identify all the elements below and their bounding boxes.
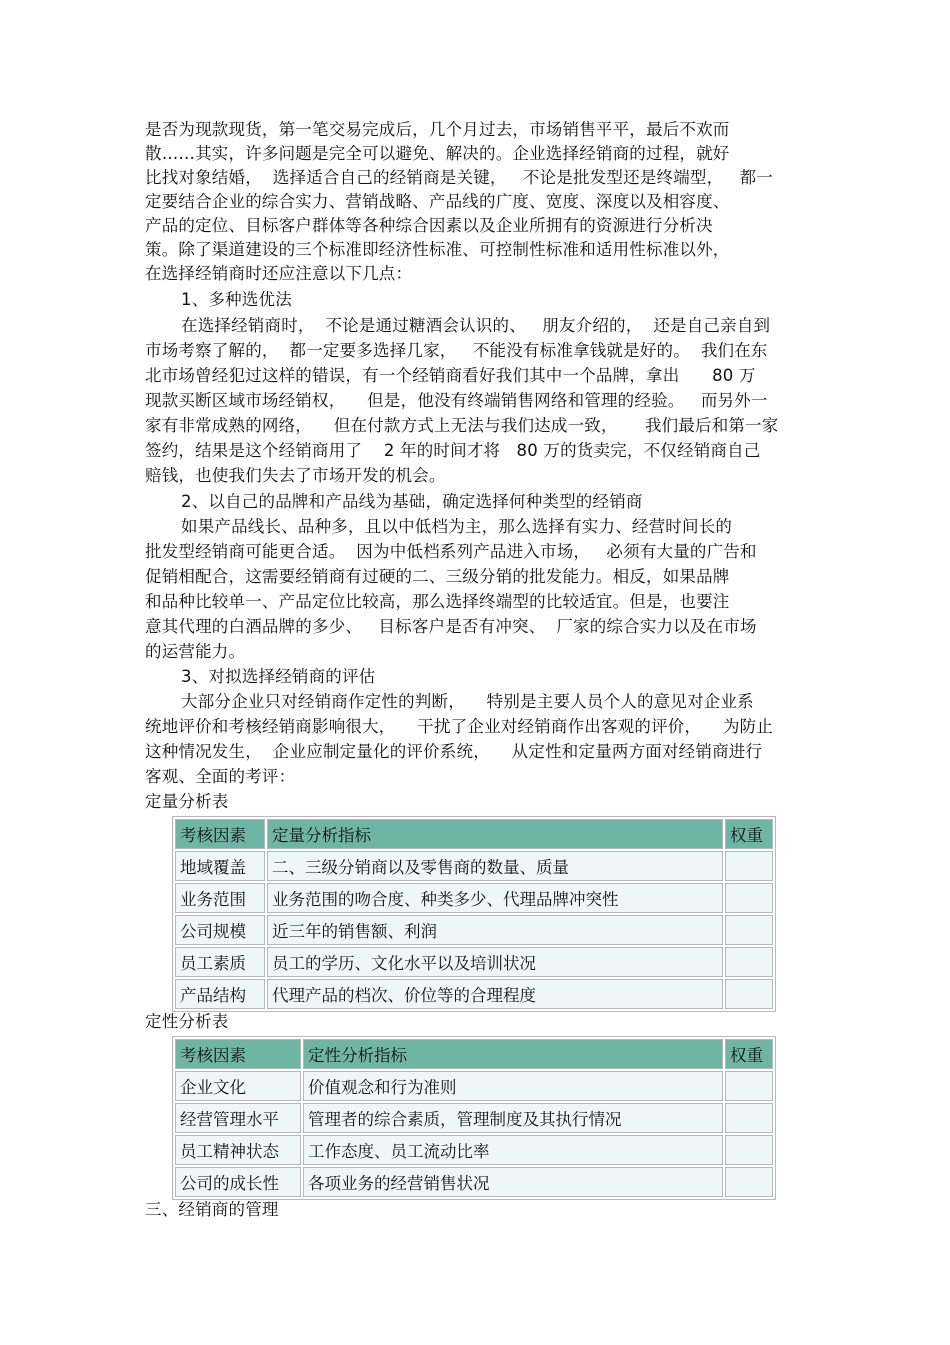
table-row <box>175 1135 773 1165</box>
factor-cell: 员工素质 <box>175 947 265 977</box>
header-indicator: 定性分析指标 <box>303 1039 723 1069</box>
paragraph-1-line: 签约，结果是这个经销商用了 2 年的时间才将 80 万的货卖完，不仅经销商自己 <box>145 441 761 460</box>
paragraph-3-line: 统地评价和考核经销商影响很大， 干扰了企业对经销商作出客观的评价， 为防止 <box>145 717 774 736</box>
header-indicator: 定量分析指标 <box>267 819 723 849</box>
section-heading-2: 2、以自己的品牌和产品线为基础，确定选择何种类型的经销商 <box>181 492 643 511</box>
indicator-cell: 管理者的综合素质，管理制度及其执行情况 <box>303 1103 723 1133</box>
paragraph-1-line: 现款买断区域市场经销权， 但是，他没有终端销售网络和管理的经验。 而另外一 <box>145 391 768 410</box>
indicator-cell: 员工的学历、文化水平以及培训状况 <box>267 947 723 977</box>
table-row <box>175 915 773 945</box>
weight-cell <box>725 915 773 945</box>
indicator-cell: 二、三级分销商以及零售商的数量、质量 <box>267 851 723 881</box>
weight-cell <box>725 1135 773 1165</box>
paragraph-1-line: 市场考察了解的， 都一定要多选择几家， 不能没有标准拿钱就是好的。 我们在东 <box>145 341 768 360</box>
factor-cell: 公司规模 <box>175 915 265 945</box>
weight-cell <box>725 883 773 913</box>
factor-cell: 业务范围 <box>175 883 265 913</box>
paragraph-3-line: 客观、全面的考评： <box>145 767 296 786</box>
intro-line: 策。除了渠道建设的三个标准即经济性标准、可控制性标准和适用性标准以外， <box>145 240 730 259</box>
quant-table-caption: 定量分析表 <box>145 792 229 811</box>
header-weight: 权重 <box>725 819 773 849</box>
intro-line: 是否为现款现货，第一笔交易完成后，几个月过去，市场销售平平，最后不欢而 <box>145 120 730 139</box>
paragraph-2-line: 意其代理的白酒品牌的多少、 目标客户是否有冲突、 厂家的综合实力以及在市场 <box>145 617 757 636</box>
paragraph-1-line: 北市场曾经犯过这样的错误，有一个经销商看好我们其中一个品牌，拿出 80 万 <box>145 366 756 385</box>
paragraph-3-line: 这种情况发生， 企业应制定量化的评价系统， 从定性和定量两方面对经销商进行 <box>145 742 763 761</box>
table-row <box>175 1167 773 1197</box>
weight-cell <box>725 947 773 977</box>
paragraph-2-line: 如果产品线长、品种多，且以中低档为主，那么选择有实力、经营时间长的 <box>181 517 733 536</box>
intro-line: 在选择经销商时还应注意以下几点： <box>145 264 413 283</box>
header-factor: 考核因素 <box>175 819 265 849</box>
table-row <box>175 851 773 881</box>
section-heading-1: 1、多种选优法 <box>181 290 292 309</box>
weight-cell <box>725 1071 773 1101</box>
paragraph-1-line: 赔钱，也使我们失去了市场开发的机会。 <box>145 466 446 485</box>
weight-cell <box>725 851 773 881</box>
intro-line: 定要结合企业的综合实力、营销战略、产品线的广度、宽度、深度以及相容度、 <box>145 192 730 211</box>
table-row <box>175 979 773 1009</box>
qual-table-caption: 定性分析表 <box>145 1012 229 1031</box>
paragraph-2-line: 促销相配合，这需要经销商有过硬的二、三级分销的批发能力。相反，如果品牌 <box>145 567 730 586</box>
quant-analysis-table <box>172 816 776 1012</box>
section-three-heading: 三、经销商的管理 <box>145 1200 279 1219</box>
factor-cell: 公司的成长性 <box>175 1167 301 1197</box>
factor-cell: 经营管理水平 <box>175 1103 301 1133</box>
indicator-cell: 代理产品的档次、价位等的合理程度 <box>267 979 723 1009</box>
paragraph-3-line: 大部分企业只对经销商作定性的判断， 特别是主要人员个人的意见对企业系 <box>181 692 754 711</box>
section-heading-3: 3、对拟选择经销商的评估 <box>181 667 376 686</box>
factor-cell: 产品结构 <box>175 979 265 1009</box>
paragraph-2-line: 批发型经销商可能更合适。 因为中低档系列产品进入市场， 必须有大量的广告和 <box>145 542 757 561</box>
indicator-cell: 工作态度、员工流动比率 <box>303 1135 723 1165</box>
indicator-cell: 业务范围的吻合度、种类多少、代理品牌冲突性 <box>267 883 723 913</box>
factor-cell: 企业文化 <box>175 1071 301 1101</box>
table-header-row <box>175 819 773 849</box>
indicator-cell: 近三年的销售额、利润 <box>267 915 723 945</box>
intro-line: 比找对象结婚， 选择适合自己的经销商是关键， 不论是批发型还是终端型， 都一 <box>145 168 774 187</box>
table-row <box>175 1103 773 1133</box>
paragraph-1-line: 家有非常成熟的网络， 但在付款方式上无法与我们达成一致， 我们最后和第一家 <box>145 416 779 435</box>
indicator-cell: 价值观念和行为准则 <box>303 1071 723 1101</box>
weight-cell <box>725 1167 773 1197</box>
intro-line: 产品的定位、目标客户群体等各种综合因素以及企业所拥有的资源进行分析决 <box>145 216 713 235</box>
table-row <box>175 1071 773 1101</box>
indicator-cell: 各项业务的经营销售状况 <box>303 1167 723 1197</box>
factor-cell: 员工精神状态 <box>175 1135 301 1165</box>
table-row <box>175 947 773 977</box>
weight-cell <box>725 979 773 1009</box>
header-weight: 权重 <box>725 1039 773 1069</box>
qual-analysis-table <box>172 1036 776 1200</box>
table-header-row <box>175 1039 773 1069</box>
paragraph-2-line: 的运营能力。 <box>145 642 246 661</box>
paragraph-2-line: 和品种比较单一、产品定位比较高，那么选择终端型的比较适宜。但是，也要注 <box>145 592 730 611</box>
paragraph-1-line: 在选择经销商时， 不论是通过糖酒会认识的、 朋友介绍的， 还是自己亲自到 <box>181 316 771 335</box>
weight-cell <box>725 1103 773 1133</box>
factor-cell: 地域覆盖 <box>175 851 265 881</box>
intro-line: 散……其实，许多问题是完全可以避免、解决的。企业选择经销商的过程，就好 <box>145 144 730 163</box>
table-row <box>175 883 773 913</box>
header-factor: 考核因素 <box>175 1039 301 1069</box>
